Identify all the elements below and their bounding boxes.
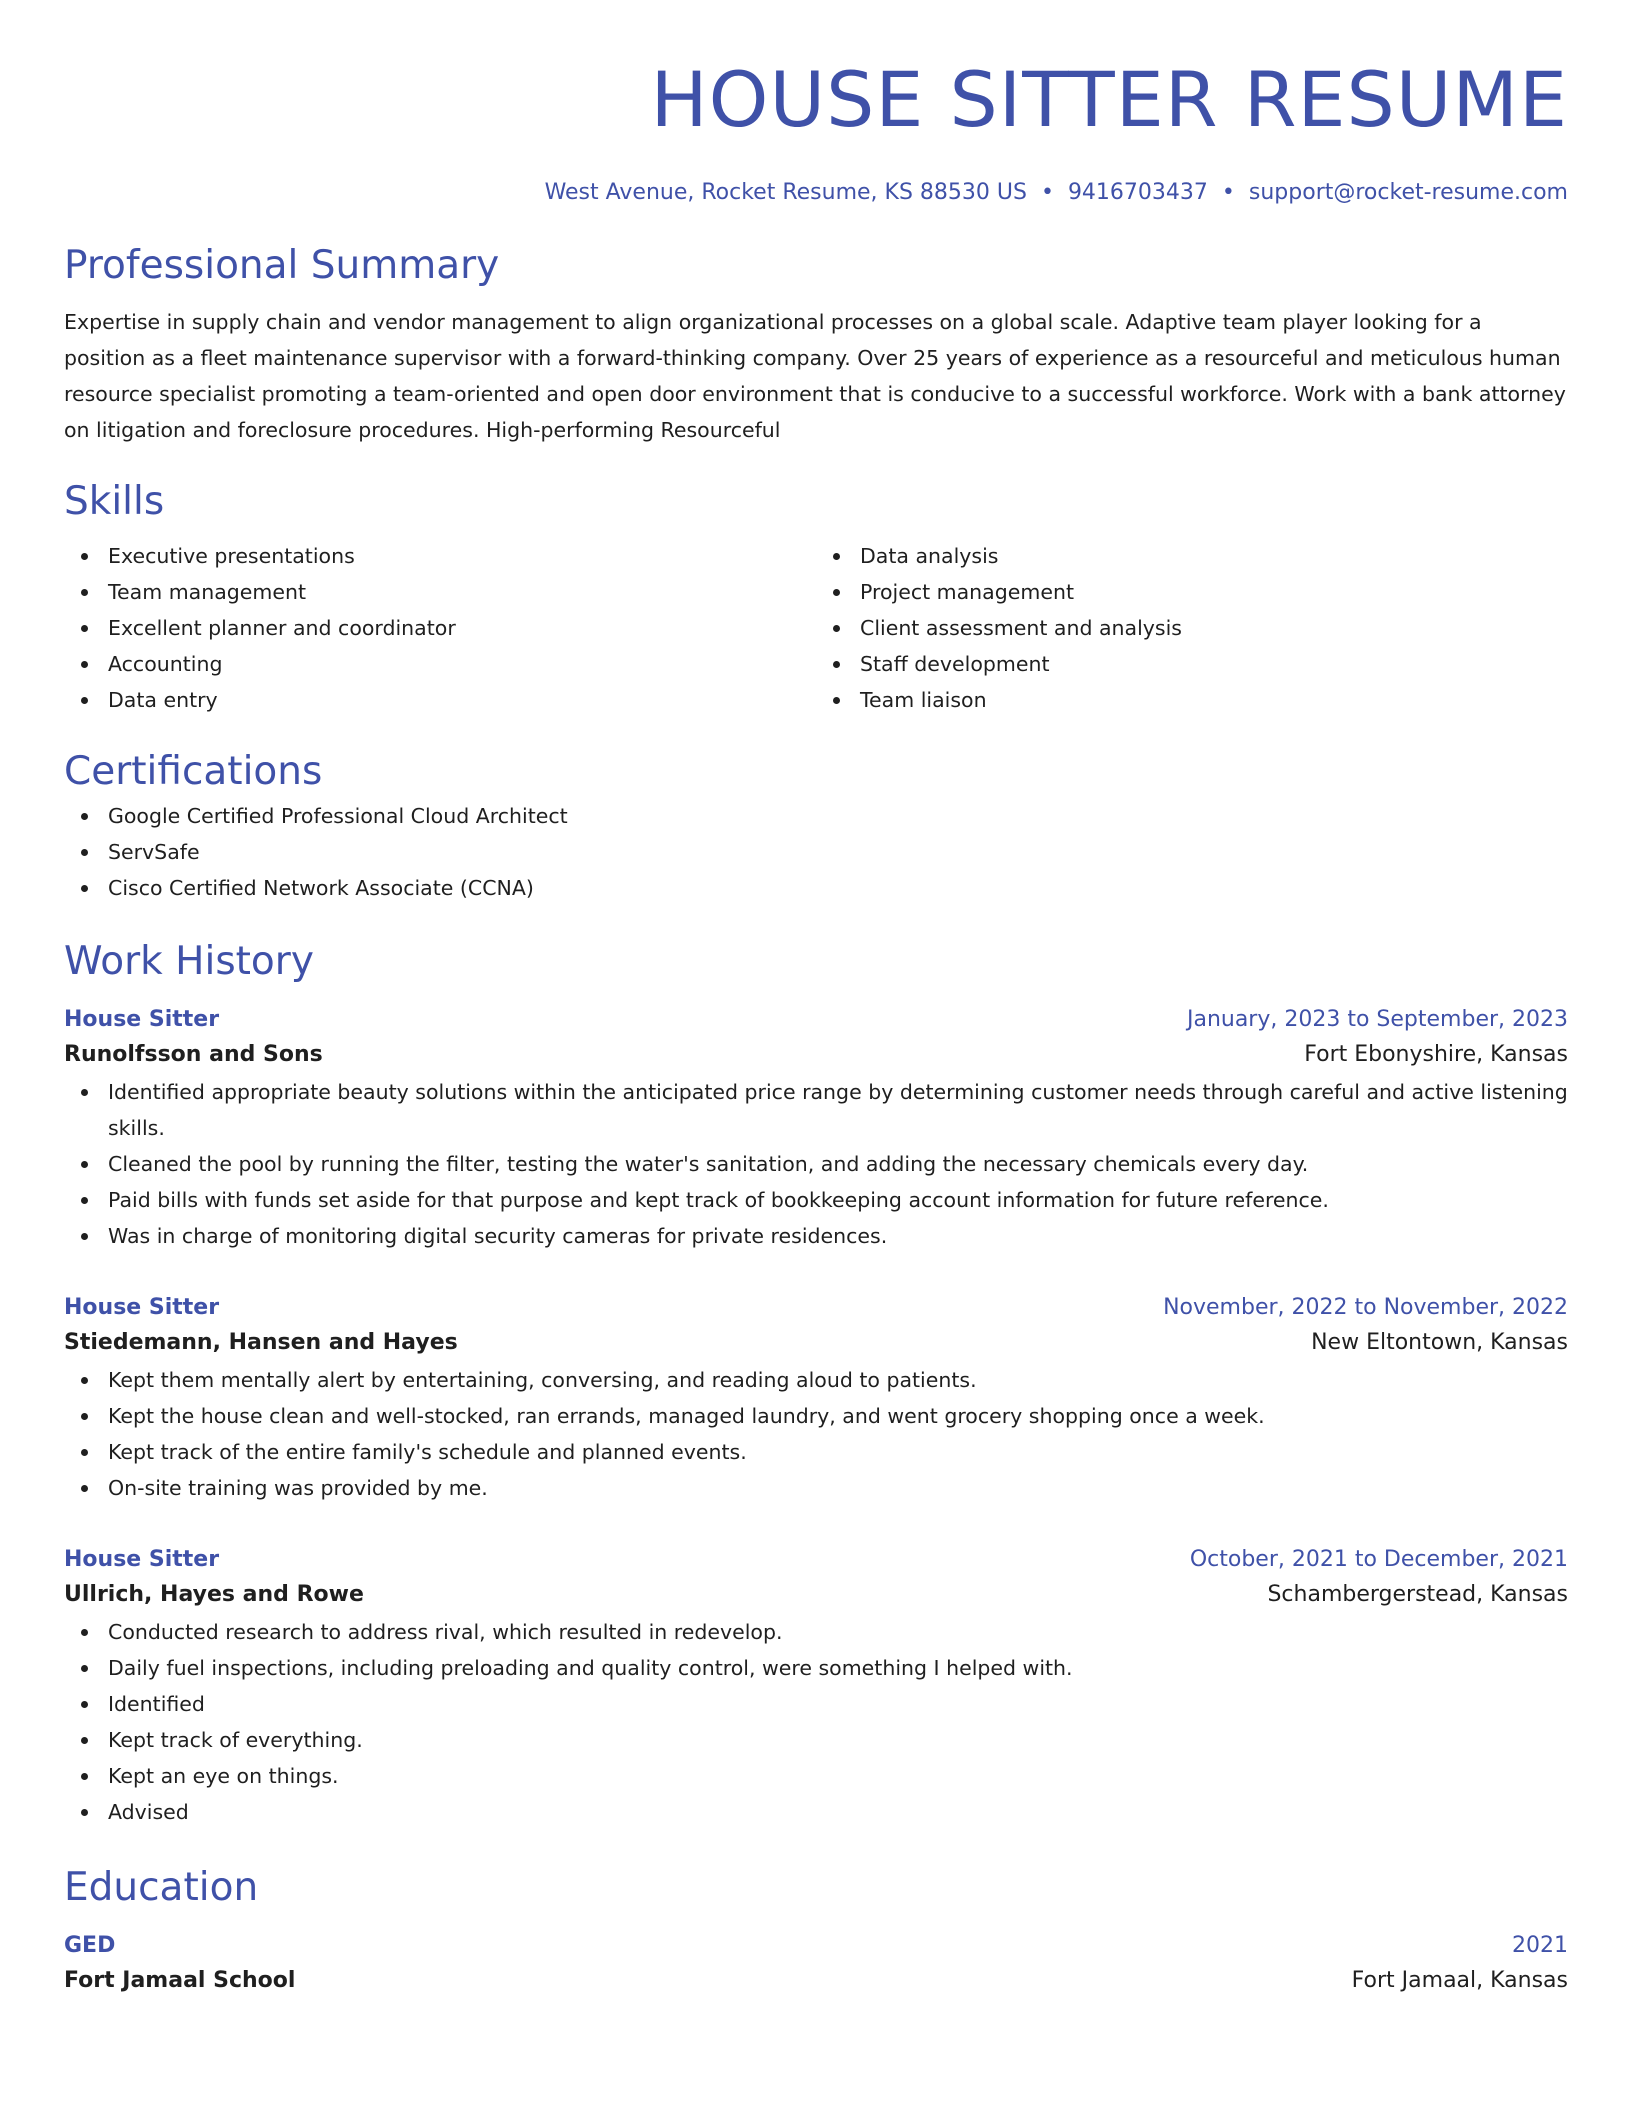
certification-item: Cisco Certified Network Associate (CCNA): [64, 870, 1568, 906]
skill-item: Executive presentations: [64, 538, 816, 574]
summary-heading: Professional Summary: [64, 243, 500, 288]
job-dates: January, 2023 to September, 2023: [1186, 1007, 1568, 1032]
skill-item: Team liaison: [816, 682, 1568, 718]
job-header-row: [64, 1292, 1568, 1324]
job-duty: On-site training was provided by me.: [64, 1470, 1568, 1506]
contact-separator: •: [1040, 180, 1054, 205]
job-company: Stiedemann, Hansen and Hayes: [64, 1330, 458, 1355]
job-duties-list: [64, 1614, 1568, 1830]
job-duty: Cleaned the pool by running the filter, testing the water's sanitation, and adding the necessary chemicals every day.: [64, 1146, 1568, 1182]
job-entry: [64, 1292, 1568, 1506]
skill-item: Project management: [816, 574, 1568, 610]
education-header-row: [64, 1930, 1568, 1962]
contact-phone: 9416703437: [1067, 180, 1208, 205]
contact-line: [64, 178, 1568, 208]
job-dates: November, 2022 to November, 2022: [1163, 1295, 1568, 1320]
job-duties-list: [64, 1362, 1568, 1506]
contact-email: support@rocket-resume.com: [1248, 180, 1568, 205]
job-title: House Sitter: [64, 1295, 220, 1320]
job-title: House Sitter: [64, 1547, 220, 1572]
job-duty: Was in charge of monitoring digital security cameras for private residences.: [64, 1218, 1568, 1254]
job-duty: Advised: [64, 1794, 1568, 1830]
education-entry: [64, 1930, 1568, 2000]
skill-item: Data analysis: [816, 538, 1568, 574]
job-duty: Paid bills with funds set aside for that purpose and kept track of bookkeeping account information for future reference.: [64, 1182, 1568, 1218]
education-degree: GED: [64, 1933, 116, 1958]
skill-item: Team management: [64, 574, 816, 610]
job-duties-list: [64, 1074, 1568, 1254]
job-company: Runolfsson and Sons: [64, 1042, 323, 1067]
education-school: Fort Jamaal School: [64, 1968, 296, 1993]
job-title: House Sitter: [64, 1007, 220, 1032]
skills-list-right: [816, 538, 1568, 718]
certification-item: ServSafe: [64, 834, 1568, 870]
job-company-row: [64, 1576, 1568, 1614]
job-entry: [64, 1004, 1568, 1254]
skills-heading: Skills: [64, 479, 165, 524]
job-entry: [64, 1544, 1568, 1830]
job-duty: Kept the house clean and well-stocked, ran errands, managed laundry, and went grocery shopping once a week.: [64, 1398, 1568, 1434]
job-duty: Kept an eye on things.: [64, 1758, 1568, 1794]
job-company-row: [64, 1036, 1568, 1074]
certifications-list: [64, 798, 1568, 906]
contact-separator: •: [1221, 180, 1235, 205]
job-header-row: [64, 1004, 1568, 1036]
job-location: New Eltontown, Kansas: [1311, 1330, 1568, 1355]
job-header-row: [64, 1544, 1568, 1576]
education-school-row: [64, 1962, 1568, 2000]
education-year: 2021: [1512, 1933, 1568, 1958]
job-company: Ullrich, Hayes and Rowe: [64, 1582, 364, 1607]
summary-text: Expertise in supply chain and vendor management to align organizational processes on a global scale. Adaptive team player looking for a position as a fleet maintenance supervisor with a forward-thinking company. Over 25 years of experience as a resourceful and meticulous human resource specialist promoting a team-oriented and open door environment that is conducive to a successful workforce. Work with a bank attorney on litigation and foreclosure procedures. High-performing Resourceful: [64, 310, 1566, 442]
skill-item: Client assessment and analysis: [816, 610, 1568, 646]
skill-item: Excellent planner and coordinator: [64, 610, 816, 646]
job-duty: Kept track of the entire family's schedule and planned events.: [64, 1434, 1568, 1470]
skill-item: Staff development: [816, 646, 1568, 682]
job-location: Schambergerstead, Kansas: [1267, 1582, 1568, 1607]
work-history-heading: Work History: [64, 939, 314, 984]
skill-item: Accounting: [64, 646, 816, 682]
resume-name: HOUSE SITTER RESUME: [650, 55, 1568, 144]
job-duty: Identified appropriate beauty solutions within the anticipated price range by determining customer needs through careful and active listening skills.: [64, 1074, 1568, 1146]
certifications-heading: Certifications: [64, 749, 323, 794]
job-duty: Kept them mentally alert by entertaining, conversing, and reading aloud to patients.: [64, 1362, 1568, 1398]
education-heading: Education: [64, 1865, 259, 1910]
job-location: Fort Ebonyshire, Kansas: [1304, 1042, 1568, 1067]
skills-columns: [64, 538, 1568, 718]
certification-item: Google Certified Professional Cloud Architect: [64, 798, 1568, 834]
job-dates: October, 2021 to December, 2021: [1189, 1547, 1568, 1572]
skills-list-left: [64, 538, 816, 718]
job-duty: Conducted research to address rival, which resulted in redevelop.: [64, 1614, 1568, 1650]
education-location: Fort Jamaal, Kansas: [1351, 1968, 1568, 1993]
skill-item: Data entry: [64, 682, 816, 718]
job-duty: Kept track of everything.: [64, 1722, 1568, 1758]
job-company-row: [64, 1324, 1568, 1362]
job-duty: Daily fuel inspections, including preloading and quality control, were something I helped with.: [64, 1650, 1568, 1686]
contact-address: West Avenue, Rocket Resume, KS 88530 US: [544, 180, 1027, 205]
job-duty: Identified: [64, 1686, 1568, 1722]
